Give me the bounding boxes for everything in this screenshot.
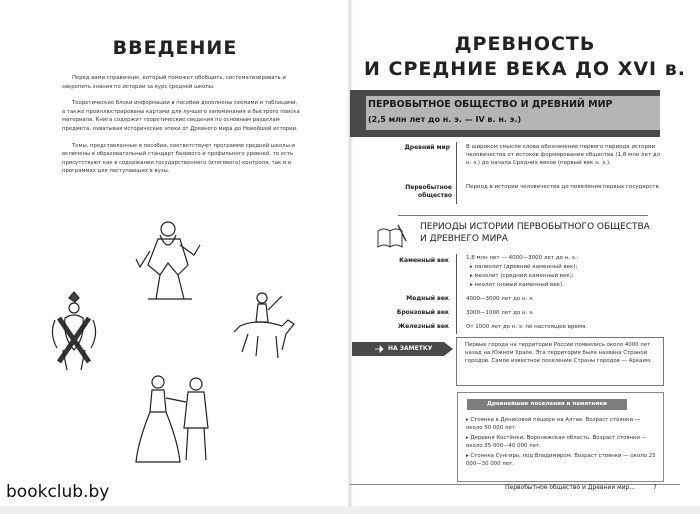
watermark: bookclub.by (6, 482, 110, 502)
bottom-strip (0, 506, 700, 514)
page-number: 7 (653, 484, 657, 491)
chapter-title-line1: ДРЕВНОСТЬ (454, 33, 596, 55)
running-footer (505, 484, 657, 491)
list-item: ▸ Деревня Костёнки, Воронежская область. Возраст стоянки — около 35 000—40 000 лет. (466, 435, 648, 449)
seated-figure-illustration (130, 215, 210, 305)
era-label-bronze: Бронзовый век (396, 309, 449, 316)
note-hand-icon (374, 345, 384, 353)
term-primitive-society-definition: Период в истории человечества до появления первых государств. (466, 184, 661, 190)
era-divider (456, 254, 457, 334)
term-ancient-world-definition: В широком смысле слова обозначение первого периода истории человечества от истоков формирования общества (1,8 млн лет до н. э.) до начала Средних веков (первый век н. э.). (466, 144, 661, 167)
era-copper-dates: 4000—3000 лет до н. э. (466, 296, 534, 302)
intro-paragraph: Перед вами справочник, который поможет обобщить, систематизировать и закрепить знания по истории за курс средней школы. (62, 75, 286, 90)
note-label: НА ЗАМЕТКУ (388, 345, 433, 352)
era-label-copper: Медный век (406, 295, 449, 302)
horseman-illustration (228, 290, 298, 365)
note-text: Первые города на территории России появились около 4000 лет назад на Южном Урале. Эта территория была названа Страной городов. Самое известное поселение Страны городов — Аркаим. (465, 342, 652, 364)
periods-title: ПЕРИОДЫ ИСТОРИИ ПЕРВОБЫТНОГО ОБЩЕСТВА И ДРЕВНЕГО МИРА (420, 222, 650, 244)
scroll-quill-icon (374, 223, 408, 253)
era-iron-dates: От 1000 лет до н. э. по настоящее время. (466, 324, 587, 330)
list-item: ▸ Стоянка Сунгирь, под Владимиром. Возраст стоянки — около 25 000—30 000 лет. (466, 453, 656, 467)
section-dates: (2,5 млн лет до н. э. — IV в. н. э.) (368, 115, 522, 124)
era-label-iron: Железный век (397, 323, 449, 330)
footer-text: Первобытное общество и Древний мир... (505, 484, 636, 491)
term-divider (456, 142, 457, 204)
ancient-sites-header (467, 399, 627, 410)
section-title: ПЕРВОБЫТНОЕ ОБЩЕСТВО И ДРЕВНИЙ МИР (368, 99, 613, 110)
chapter-title-line2: И СРЕДНИЕ ВЕКА ДО XVI в. (364, 58, 686, 80)
era-stone-line: ▸ неолит (новый каменный век). (470, 282, 564, 288)
section-banner (350, 90, 660, 137)
costumed-couple-illustration (130, 372, 225, 467)
term-ancient-world: Древний мир (404, 144, 450, 151)
list-item: ▸ Стоянка в Денисовой пещере на Алтае. Возраст стоянки — около 50 000 лет. (466, 417, 641, 431)
era-stone-line: 1,8 млн лет — 4000—3000 лет до н. э.: (466, 255, 579, 261)
era-bronze-dates: 3000—1000 лет до н. э. (466, 310, 534, 316)
intro-paragraph: Темы, представленные в пособии, соответствуют программе средней школы и включены в образовательный стандарт базового и профильного уровней, то есть присутствуют как в содержании государственного (итогового) контроля, так и в программах для поступающих в вузы. (62, 142, 295, 175)
note-tag (352, 342, 444, 356)
intro-paragraph: Теоретические блоки информации в пособии дополнены схемами и таблицами, а также проиллюстрированы картами для лучшего запоминания и быстрого поиска материала. Книга содержит теоретические сведения по основным разделам предмета, охватывая исторические эпохи от Древнего мира до Новейшей истории. (62, 100, 300, 132)
term-primitive-society: Первобытное общество (405, 184, 452, 199)
era-stone-line: ▸ палеолит (древний каменный век); (470, 264, 578, 270)
ancient-sites-title: Древнейшие поселения и памятники (487, 401, 607, 407)
era-stone-line: ▸ мезолит (средний каменный век); (470, 273, 574, 279)
double-eagle-emblem (45, 290, 103, 375)
ancient-sites-list (466, 416, 656, 470)
intro-text (62, 74, 300, 184)
left-page-title: ВВЕДЕНИЕ (112, 37, 238, 59)
era-label-stone: Каменный век (399, 257, 449, 264)
note-arrow (444, 342, 453, 356)
